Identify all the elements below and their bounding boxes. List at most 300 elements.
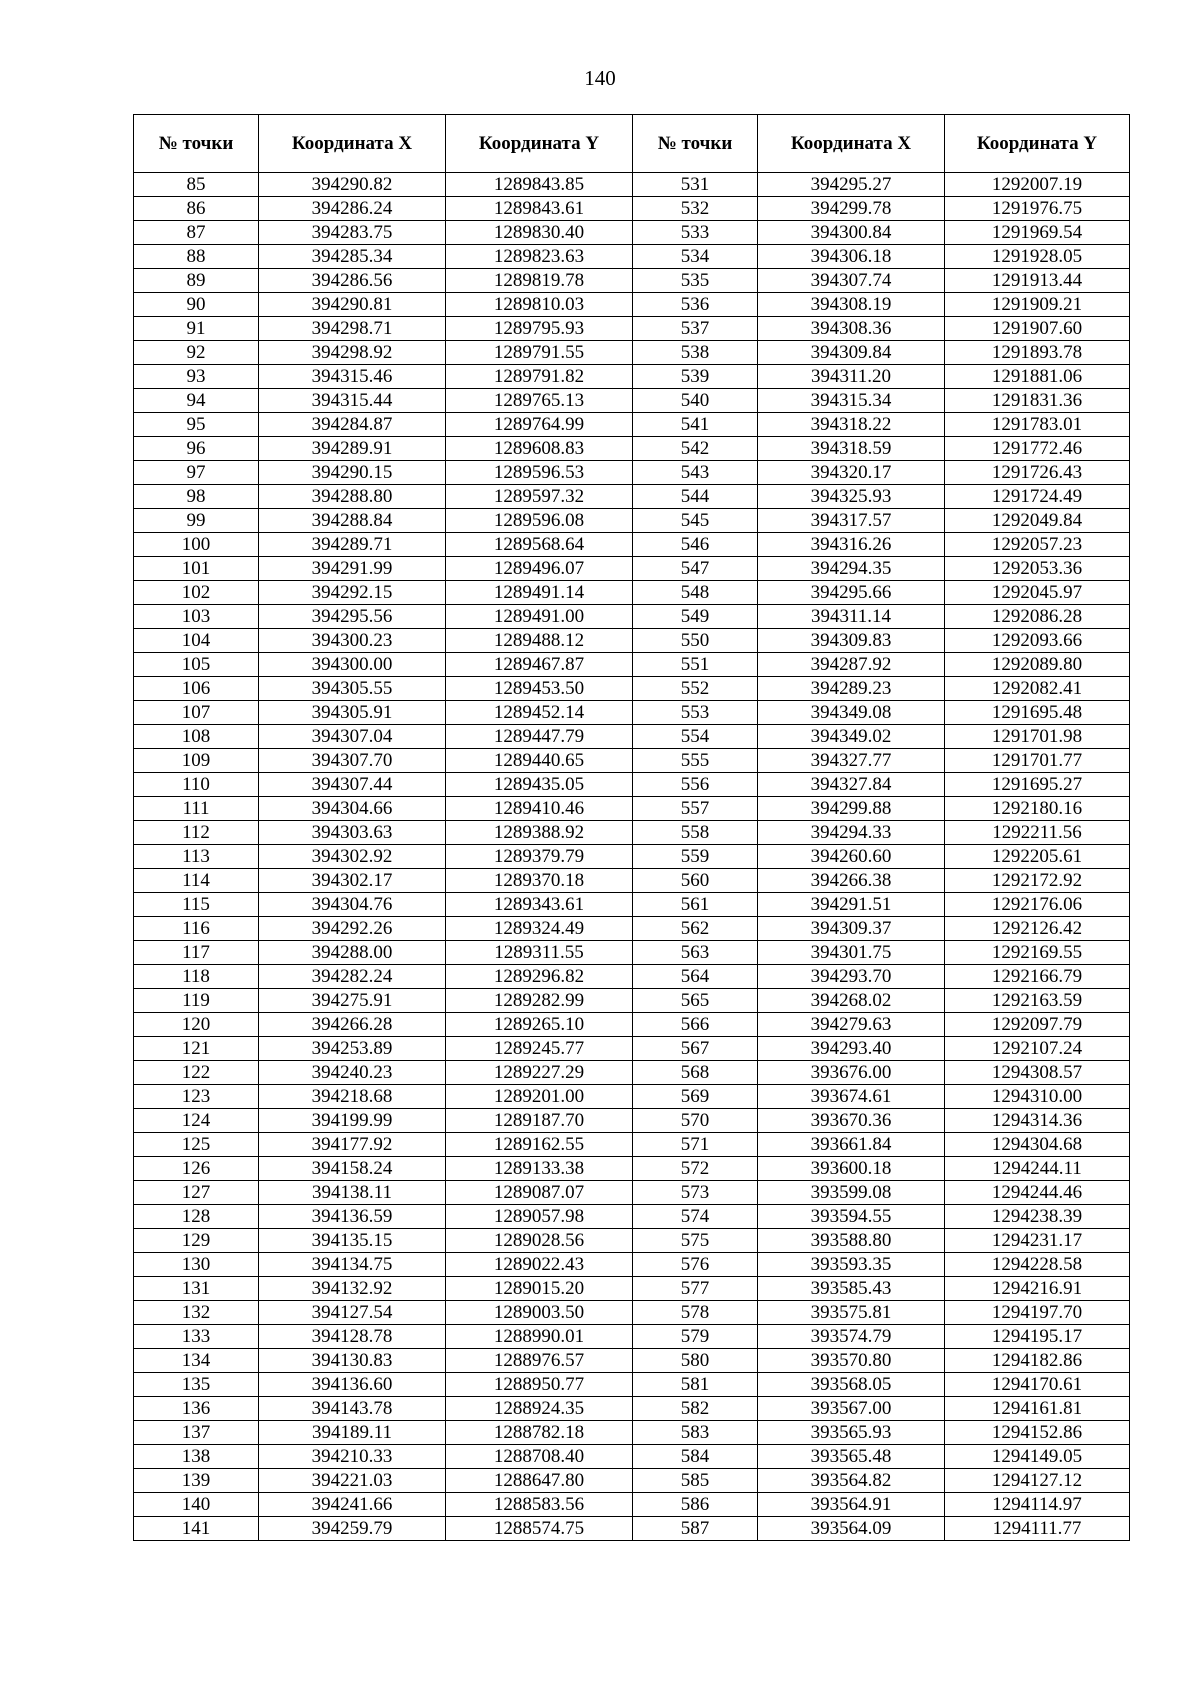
- cell-coord-y-left: 1288990.01: [446, 1325, 633, 1349]
- cell-coord-y-left: 1289608.83: [446, 437, 633, 461]
- cell-point-number-left: 134: [134, 1349, 259, 1373]
- cell-coord-y-right: 1291831.36: [945, 389, 1130, 413]
- cell-coord-y-right: 1291695.27: [945, 773, 1130, 797]
- cell-point-number-right: 571: [633, 1133, 758, 1157]
- cell-coord-x-left: 394289.91: [259, 437, 446, 461]
- cell-coord-y-left: 1289410.46: [446, 797, 633, 821]
- cell-coord-y-right: 1291701.77: [945, 749, 1130, 773]
- cell-coord-y-left: 1289028.56: [446, 1229, 633, 1253]
- cell-coord-y-left: 1289435.05: [446, 773, 633, 797]
- table-row: [134, 197, 1130, 221]
- cell-point-number-left: 108: [134, 725, 259, 749]
- cell-coord-x-left: 394210.33: [259, 1445, 446, 1469]
- cell-coord-x-right: 394293.40: [758, 1037, 945, 1061]
- cell-coord-y-right: 1291724.49: [945, 485, 1130, 509]
- cell-coord-y-left: 1289810.03: [446, 293, 633, 317]
- cell-coord-x-right: 394299.78: [758, 197, 945, 221]
- cell-coord-x-left: 394266.28: [259, 1013, 446, 1037]
- cell-coord-x-right: 394306.18: [758, 245, 945, 269]
- cell-coord-x-right: 394299.88: [758, 797, 945, 821]
- cell-coord-x-right: 393568.05: [758, 1373, 945, 1397]
- table-row: [134, 1061, 1130, 1085]
- cell-point-number-left: 95: [134, 413, 259, 437]
- cell-point-number-right: 555: [633, 749, 758, 773]
- cell-coord-x-right: 394287.92: [758, 653, 945, 677]
- cell-coord-y-left: 1289370.18: [446, 869, 633, 893]
- cell-coord-y-right: 1294182.86: [945, 1349, 1130, 1373]
- cell-coord-y-left: 1289791.55: [446, 341, 633, 365]
- cell-point-number-right: 570: [633, 1109, 758, 1133]
- table-row: [134, 509, 1130, 533]
- table-row: [134, 1253, 1130, 1277]
- cell-coord-y-left: 1289187.70: [446, 1109, 633, 1133]
- cell-coord-y-left: 1289596.08: [446, 509, 633, 533]
- table-row: [134, 629, 1130, 653]
- cell-coord-x-right: 393574.79: [758, 1325, 945, 1349]
- cell-point-number-right: 538: [633, 341, 758, 365]
- cell-point-number-right: 583: [633, 1421, 758, 1445]
- cell-coord-x-right: 394301.75: [758, 941, 945, 965]
- cell-coord-y-left: 1289830.40: [446, 221, 633, 245]
- cell-coord-y-left: 1289003.50: [446, 1301, 633, 1325]
- cell-coord-y-right: 1292093.66: [945, 629, 1130, 653]
- cell-point-number-right: 563: [633, 941, 758, 965]
- cell-point-number-left: 141: [134, 1517, 259, 1541]
- cell-coord-x-left: 394189.11: [259, 1421, 446, 1445]
- cell-coord-y-right: 1291907.60: [945, 317, 1130, 341]
- table-row: [134, 1133, 1130, 1157]
- cell-point-number-right: 531: [633, 173, 758, 197]
- cell-coord-x-right: 394309.83: [758, 629, 945, 653]
- cell-point-number-right: 545: [633, 509, 758, 533]
- cell-coord-y-right: 1292205.61: [945, 845, 1130, 869]
- cell-coord-x-right: 394300.84: [758, 221, 945, 245]
- cell-coord-x-right: 393674.61: [758, 1085, 945, 1109]
- cell-coord-y-right: 1292082.41: [945, 677, 1130, 701]
- cell-coord-x-left: 394130.83: [259, 1349, 446, 1373]
- cell-coord-x-left: 394307.70: [259, 749, 446, 773]
- cell-coord-y-right: 1292086.28: [945, 605, 1130, 629]
- cell-point-number-right: 550: [633, 629, 758, 653]
- cell-coord-x-left: 394291.99: [259, 557, 446, 581]
- cell-coord-x-left: 394304.66: [259, 797, 446, 821]
- cell-point-number-right: 578: [633, 1301, 758, 1325]
- cell-point-number-left: 125: [134, 1133, 259, 1157]
- cell-point-number-right: 580: [633, 1349, 758, 1373]
- cell-coord-x-left: 394143.78: [259, 1397, 446, 1421]
- cell-point-number-right: 549: [633, 605, 758, 629]
- cell-point-number-right: 552: [633, 677, 758, 701]
- table-body: [134, 173, 1130, 1541]
- header-coord-x-left: Координата X: [259, 115, 446, 173]
- cell-point-number-left: 140: [134, 1493, 259, 1517]
- cell-coord-x-right: 394294.33: [758, 821, 945, 845]
- table-row: [134, 701, 1130, 725]
- cell-point-number-right: 569: [633, 1085, 758, 1109]
- cell-coord-x-right: 394311.20: [758, 365, 945, 389]
- cell-point-number-right: 565: [633, 989, 758, 1013]
- cell-coord-x-right: 393564.91: [758, 1493, 945, 1517]
- cell-coord-y-right: 1292180.16: [945, 797, 1130, 821]
- cell-point-number-left: 119: [134, 989, 259, 1013]
- table-row: [134, 437, 1130, 461]
- cell-coord-x-left: 394240.23: [259, 1061, 446, 1085]
- cell-coord-y-right: 1292163.59: [945, 989, 1130, 1013]
- table-row: [134, 389, 1130, 413]
- cell-point-number-right: 546: [633, 533, 758, 557]
- cell-point-number-left: 113: [134, 845, 259, 869]
- cell-coord-x-left: 394304.76: [259, 893, 446, 917]
- cell-point-number-left: 123: [134, 1085, 259, 1109]
- header-point-number-right: № точки: [633, 115, 758, 173]
- table-row: [134, 1085, 1130, 1109]
- cell-coord-y-right: 1291726.43: [945, 461, 1130, 485]
- cell-point-number-right: 540: [633, 389, 758, 413]
- cell-coord-y-right: 1294197.70: [945, 1301, 1130, 1325]
- cell-coord-x-left: 394307.04: [259, 725, 446, 749]
- cell-point-number-right: 587: [633, 1517, 758, 1541]
- table-row: [134, 485, 1130, 509]
- cell-coord-y-left: 1289597.32: [446, 485, 633, 509]
- cell-coord-y-left: 1289568.64: [446, 533, 633, 557]
- table-row: [134, 749, 1130, 773]
- cell-coord-y-right: 1294244.11: [945, 1157, 1130, 1181]
- cell-coord-y-right: 1291969.54: [945, 221, 1130, 245]
- table-row: [134, 845, 1130, 869]
- header-coord-x-right: Координата X: [758, 115, 945, 173]
- cell-coord-x-left: 394290.81: [259, 293, 446, 317]
- cell-coord-y-left: 1289453.50: [446, 677, 633, 701]
- cell-coord-x-left: 394302.17: [259, 869, 446, 893]
- table-row: [134, 1229, 1130, 1253]
- cell-coord-x-right: 393575.81: [758, 1301, 945, 1325]
- cell-coord-y-left: 1288574.75: [446, 1517, 633, 1541]
- cell-coord-x-left: 394290.82: [259, 173, 446, 197]
- cell-coord-x-left: 394303.63: [259, 821, 446, 845]
- cell-coord-x-left: 394253.89: [259, 1037, 446, 1061]
- cell-point-number-left: 116: [134, 917, 259, 941]
- cell-point-number-left: 90: [134, 293, 259, 317]
- table-row: [134, 821, 1130, 845]
- cell-coord-x-left: 394292.26: [259, 917, 446, 941]
- cell-point-number-left: 114: [134, 869, 259, 893]
- cell-point-number-left: 128: [134, 1205, 259, 1229]
- header-point-number-left: № точки: [134, 115, 259, 173]
- cell-coord-y-right: 1292053.36: [945, 557, 1130, 581]
- cell-point-number-left: 100: [134, 533, 259, 557]
- cell-coord-y-left: 1289245.77: [446, 1037, 633, 1061]
- cell-coord-y-right: 1294310.00: [945, 1085, 1130, 1109]
- cell-point-number-left: 86: [134, 197, 259, 221]
- cell-point-number-right: 581: [633, 1373, 758, 1397]
- cell-coord-y-left: 1289467.87: [446, 653, 633, 677]
- table-row: [134, 893, 1130, 917]
- cell-coord-x-right: 393565.48: [758, 1445, 945, 1469]
- cell-coord-y-right: 1292089.80: [945, 653, 1130, 677]
- cell-point-number-right: 556: [633, 773, 758, 797]
- cell-point-number-right: 572: [633, 1157, 758, 1181]
- cell-point-number-right: 559: [633, 845, 758, 869]
- page-number: 140: [584, 66, 616, 90]
- cell-coord-x-right: 394349.08: [758, 701, 945, 725]
- cell-point-number-left: 124: [134, 1109, 259, 1133]
- cell-point-number-right: 539: [633, 365, 758, 389]
- cell-coord-y-right: 1294216.91: [945, 1277, 1130, 1301]
- cell-point-number-left: 102: [134, 581, 259, 605]
- cell-point-number-left: 135: [134, 1373, 259, 1397]
- cell-coord-y-right: 1294111.77: [945, 1517, 1130, 1541]
- cell-point-number-left: 117: [134, 941, 259, 965]
- cell-point-number-right: 535: [633, 269, 758, 293]
- cell-coord-y-right: 1294231.17: [945, 1229, 1130, 1253]
- cell-coord-x-right: 393565.93: [758, 1421, 945, 1445]
- cell-point-number-left: 98: [134, 485, 259, 509]
- cell-coord-y-right: 1294114.97: [945, 1493, 1130, 1517]
- cell-coord-x-left: 394241.66: [259, 1493, 446, 1517]
- table-row: [134, 293, 1130, 317]
- cell-point-number-left: 107: [134, 701, 259, 725]
- cell-coord-x-left: 394285.34: [259, 245, 446, 269]
- cell-coord-y-right: 1291976.75: [945, 197, 1130, 221]
- cell-coord-y-left: 1289201.00: [446, 1085, 633, 1109]
- cell-coord-y-right: 1294149.05: [945, 1445, 1130, 1469]
- table-row: [134, 413, 1130, 437]
- cell-coord-x-left: 394221.03: [259, 1469, 446, 1493]
- cell-coord-y-left: 1288976.57: [446, 1349, 633, 1373]
- cell-coord-x-right: 394327.77: [758, 749, 945, 773]
- cell-point-number-right: 542: [633, 437, 758, 461]
- cell-coord-y-left: 1289823.63: [446, 245, 633, 269]
- table-row: [134, 461, 1130, 485]
- cell-coord-x-right: 394318.22: [758, 413, 945, 437]
- cell-coord-y-left: 1289764.99: [446, 413, 633, 437]
- cell-coord-y-right: 1294127.12: [945, 1469, 1130, 1493]
- cell-coord-y-left: 1289133.38: [446, 1157, 633, 1181]
- cell-coord-y-right: 1292166.79: [945, 965, 1130, 989]
- cell-coord-x-left: 394282.24: [259, 965, 446, 989]
- cell-point-number-right: 557: [633, 797, 758, 821]
- cell-coord-y-right: 1292049.84: [945, 509, 1130, 533]
- cell-point-number-right: 544: [633, 485, 758, 509]
- cell-point-number-left: 101: [134, 557, 259, 581]
- cell-point-number-left: 97: [134, 461, 259, 485]
- cell-coord-y-right: 1294195.17: [945, 1325, 1130, 1349]
- cell-point-number-right: 567: [633, 1037, 758, 1061]
- cell-point-number-left: 121: [134, 1037, 259, 1061]
- cell-coord-y-left: 1288924.35: [446, 1397, 633, 1421]
- cell-point-number-left: 133: [134, 1325, 259, 1349]
- table-row: [134, 869, 1130, 893]
- cell-coord-y-left: 1289324.49: [446, 917, 633, 941]
- table-row: [134, 989, 1130, 1013]
- cell-coord-x-right: 394266.38: [758, 869, 945, 893]
- cell-point-number-right: 548: [633, 581, 758, 605]
- cell-coord-y-left: 1289162.55: [446, 1133, 633, 1157]
- cell-point-number-left: 85: [134, 173, 259, 197]
- cell-point-number-left: 89: [134, 269, 259, 293]
- cell-point-number-left: 136: [134, 1397, 259, 1421]
- cell-coord-y-left: 1288647.80: [446, 1469, 633, 1493]
- cell-coord-x-left: 394286.24: [259, 197, 446, 221]
- cell-coord-y-left: 1289491.00: [446, 605, 633, 629]
- cell-point-number-right: 551: [633, 653, 758, 677]
- cell-coord-x-right: 394327.84: [758, 773, 945, 797]
- cell-coord-y-right: 1291701.98: [945, 725, 1130, 749]
- cell-coord-x-left: 394134.75: [259, 1253, 446, 1277]
- cell-point-number-right: 554: [633, 725, 758, 749]
- table-row: [134, 1373, 1130, 1397]
- table-row: [134, 317, 1130, 341]
- cell-coord-x-right: 393594.55: [758, 1205, 945, 1229]
- cell-point-number-left: 111: [134, 797, 259, 821]
- cell-coord-y-left: 1288583.56: [446, 1493, 633, 1517]
- cell-coord-y-right: 1294314.36: [945, 1109, 1130, 1133]
- cell-coord-x-right: 394349.02: [758, 725, 945, 749]
- cell-coord-y-right: 1291909.21: [945, 293, 1130, 317]
- cell-coord-x-left: 394302.92: [259, 845, 446, 869]
- table-row: [134, 1397, 1130, 1421]
- table-row: [134, 1421, 1130, 1445]
- cell-point-number-left: 118: [134, 965, 259, 989]
- cell-coord-x-right: 394308.36: [758, 317, 945, 341]
- cell-coord-y-right: 1294228.58: [945, 1253, 1130, 1277]
- cell-coord-y-right: 1291881.06: [945, 365, 1130, 389]
- table-row: [134, 917, 1130, 941]
- cell-coord-x-right: 394318.59: [758, 437, 945, 461]
- cell-coord-x-right: 393599.08: [758, 1181, 945, 1205]
- cell-point-number-right: 537: [633, 317, 758, 341]
- cell-coord-x-left: 394136.59: [259, 1205, 446, 1229]
- coordinates-table: [133, 114, 1130, 1541]
- cell-coord-x-left: 394290.15: [259, 461, 446, 485]
- cell-coord-y-right: 1294308.57: [945, 1061, 1130, 1085]
- cell-point-number-left: 132: [134, 1301, 259, 1325]
- cell-point-number-left: 131: [134, 1277, 259, 1301]
- cell-coord-y-right: 1292057.23: [945, 533, 1130, 557]
- cell-coord-y-right: 1292169.55: [945, 941, 1130, 965]
- cell-coord-x-right: 393570.80: [758, 1349, 945, 1373]
- cell-coord-y-right: 1294244.46: [945, 1181, 1130, 1205]
- table-row: [134, 1445, 1130, 1469]
- cell-point-number-right: 573: [633, 1181, 758, 1205]
- cell-coord-x-right: 393600.18: [758, 1157, 945, 1181]
- cell-coord-y-right: 1292126.42: [945, 917, 1130, 941]
- cell-point-number-right: 533: [633, 221, 758, 245]
- cell-coord-y-right: 1294161.81: [945, 1397, 1130, 1421]
- cell-point-number-left: 122: [134, 1061, 259, 1085]
- cell-coord-x-right: 393588.80: [758, 1229, 945, 1253]
- cell-coord-x-right: 394260.60: [758, 845, 945, 869]
- cell-coord-y-right: 1292176.06: [945, 893, 1130, 917]
- cell-point-number-right: 576: [633, 1253, 758, 1277]
- table-row: [134, 725, 1130, 749]
- table-row: [134, 605, 1130, 629]
- cell-point-number-right: 562: [633, 917, 758, 941]
- cell-coord-x-right: 394295.27: [758, 173, 945, 197]
- cell-point-number-right: 575: [633, 1229, 758, 1253]
- table-row: [134, 677, 1130, 701]
- cell-coord-y-left: 1289496.07: [446, 557, 633, 581]
- cell-point-number-left: 115: [134, 893, 259, 917]
- cell-coord-x-left: 394218.68: [259, 1085, 446, 1109]
- cell-coord-y-left: 1289765.13: [446, 389, 633, 413]
- cell-coord-x-left: 394288.84: [259, 509, 446, 533]
- cell-point-number-right: 560: [633, 869, 758, 893]
- cell-point-number-left: 88: [134, 245, 259, 269]
- cell-coord-x-left: 394128.78: [259, 1325, 446, 1349]
- cell-point-number-left: 105: [134, 653, 259, 677]
- cell-point-number-right: 536: [633, 293, 758, 317]
- cell-point-number-left: 127: [134, 1181, 259, 1205]
- cell-point-number-left: 130: [134, 1253, 259, 1277]
- cell-point-number-right: 543: [633, 461, 758, 485]
- table-row: [134, 1517, 1130, 1541]
- cell-coord-x-right: 393585.43: [758, 1277, 945, 1301]
- table-row: [134, 1493, 1130, 1517]
- cell-coord-y-left: 1289440.65: [446, 749, 633, 773]
- table-row: [134, 581, 1130, 605]
- cell-coord-y-left: 1289452.14: [446, 701, 633, 725]
- cell-coord-y-left: 1289265.10: [446, 1013, 633, 1037]
- cell-coord-x-right: 394268.02: [758, 989, 945, 1013]
- cell-coord-y-right: 1291772.46: [945, 437, 1130, 461]
- cell-coord-y-right: 1291913.44: [945, 269, 1130, 293]
- cell-point-number-right: 568: [633, 1061, 758, 1085]
- cell-coord-y-right: 1292172.92: [945, 869, 1130, 893]
- cell-point-number-right: 532: [633, 197, 758, 221]
- cell-coord-x-left: 394295.56: [259, 605, 446, 629]
- cell-coord-y-right: 1291893.78: [945, 341, 1130, 365]
- table-row: [134, 1181, 1130, 1205]
- cell-coord-y-left: 1289819.78: [446, 269, 633, 293]
- cell-coord-y-left: 1289282.99: [446, 989, 633, 1013]
- table-row: [134, 1013, 1130, 1037]
- cell-coord-x-right: 394317.57: [758, 509, 945, 533]
- cell-point-number-left: 91: [134, 317, 259, 341]
- cell-coord-y-left: 1289791.82: [446, 365, 633, 389]
- cell-coord-y-right: 1292007.19: [945, 173, 1130, 197]
- cell-coord-x-left: 394177.92: [259, 1133, 446, 1157]
- cell-point-number-left: 106: [134, 677, 259, 701]
- cell-coord-x-left: 394305.55: [259, 677, 446, 701]
- cell-coord-x-left: 394127.54: [259, 1301, 446, 1325]
- cell-point-number-left: 120: [134, 1013, 259, 1037]
- cell-point-number-right: 558: [633, 821, 758, 845]
- cell-coord-y-right: 1291928.05: [945, 245, 1130, 269]
- cell-coord-y-left: 1289296.82: [446, 965, 633, 989]
- table-row: [134, 797, 1130, 821]
- cell-coord-x-left: 394305.91: [259, 701, 446, 725]
- cell-coord-x-right: 394308.19: [758, 293, 945, 317]
- cell-coord-y-right: 1294152.86: [945, 1421, 1130, 1445]
- cell-coord-x-right: 393676.00: [758, 1061, 945, 1085]
- cell-coord-y-right: 1294304.68: [945, 1133, 1130, 1157]
- cell-point-number-right: 547: [633, 557, 758, 581]
- cell-coord-x-right: 394295.66: [758, 581, 945, 605]
- cell-coord-x-left: 394199.99: [259, 1109, 446, 1133]
- table-row: [134, 245, 1130, 269]
- cell-coord-y-left: 1289843.61: [446, 197, 633, 221]
- cell-coord-x-left: 394298.71: [259, 317, 446, 341]
- cell-point-number-left: 139: [134, 1469, 259, 1493]
- cell-coord-y-right: 1291783.01: [945, 413, 1130, 437]
- table-row: [134, 1301, 1130, 1325]
- cell-coord-x-right: 394309.37: [758, 917, 945, 941]
- table-row: [134, 965, 1130, 989]
- cell-coord-y-left: 1289379.79: [446, 845, 633, 869]
- table-row: [134, 1469, 1130, 1493]
- cell-point-number-left: 103: [134, 605, 259, 629]
